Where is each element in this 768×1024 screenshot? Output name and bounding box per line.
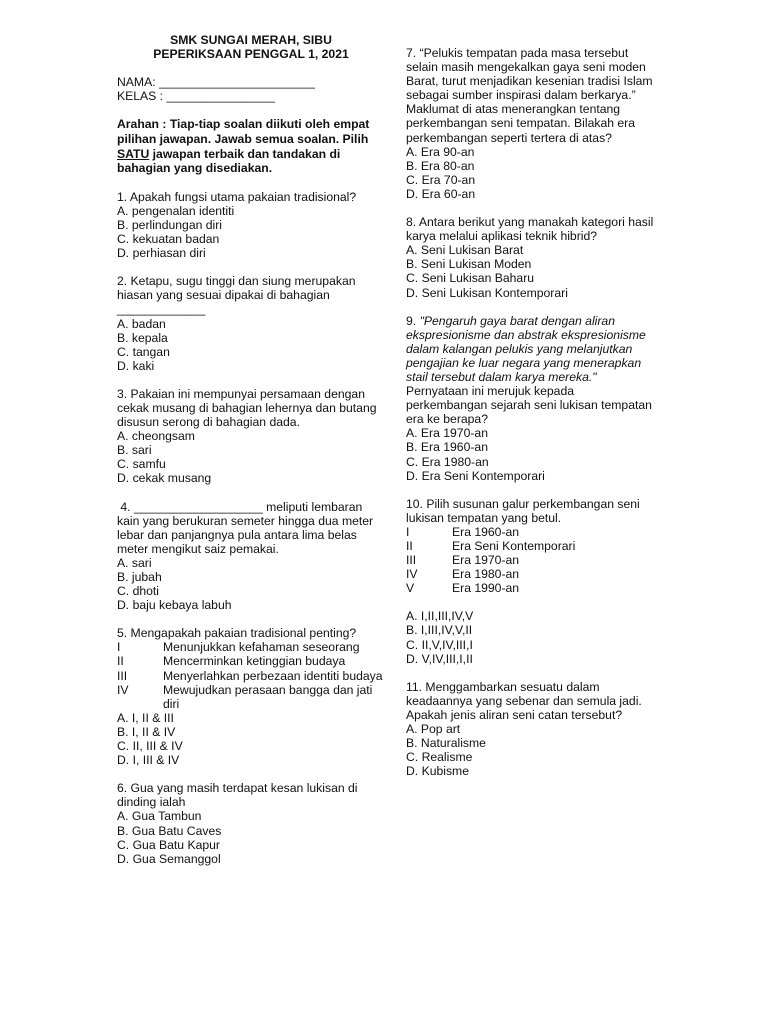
option-c: C. II,V,IV,III,I [406, 637, 473, 652]
option-b: B. Gua Batu Caves [117, 823, 222, 838]
option-a: A. I,II,III,IV,V [406, 609, 474, 624]
question-stem: 7. “Pelukis tempatan pada masa tersebut selain masih mengekalkan gaya seni moden Barat, turut menjadikan kesenian tradisi Islam sebagai sumber inspirasi dalam berkarya.” [406, 46, 653, 103]
statement-text: Era 1960-an [452, 524, 520, 539]
option-d: D. Era Seni Kontemporari [406, 468, 545, 483]
option-a: A. Gua Tambun [117, 809, 202, 824]
option-b: B. Seni Lukisan Moden [406, 257, 532, 272]
right-column [406, 0, 658, 778]
statement-number: III [406, 553, 417, 568]
statement-number: IV [406, 567, 418, 582]
question-8 [406, 215, 658, 300]
option-d: D. V,IV,III,I,II [406, 651, 473, 666]
statement-row [117, 669, 385, 683]
option-b: B. I, II & IV [117, 724, 176, 739]
school-name: SMK SUNGAI MERAH, SIBU [170, 33, 332, 47]
option-d: D. Era 60-an [406, 186, 476, 201]
question-stem: 2. Ketapu, sugu tinggi dan siung merupakan hiasan yang sesuai dipakai di bahagian _____________ [117, 274, 356, 317]
statement-row [117, 654, 385, 668]
question-stem: 6. Gua yang masih terdapat kesan lukisan di dinding ialah [117, 781, 358, 810]
option-b: B. perlindungan diri [117, 217, 223, 232]
instructions-part1: Arahan : Tiap-tiap soalan diikuti oleh empat pilihan jawapan. Jawab semua soalan. Pilih [117, 117, 370, 146]
statement-text: Era 1970-an [452, 553, 520, 568]
option-a: A. Pop art [406, 722, 461, 737]
quote-text: "Pengaruh gaya barat dengan aliran ekspresionisme dan abstrak ekspresionisme dalam kalangan pelukis yang melanjutkan pengajian ke luar negara yang menerapkan stail tersebut dalam karya mereka." [406, 313, 646, 384]
question-stem: 3. Pakaian ini mempunyai persamaan dengan cekak musang di bahagian lehernya dan butang disusun serong di bahagian dada. [117, 386, 377, 430]
question-1 [117, 190, 385, 260]
option-d: D. perhiasan diri [117, 246, 206, 261]
option-c: C. samfu [117, 457, 166, 472]
statement-text: Era Seni Kontemporari [452, 539, 576, 553]
option-d: D. baju kebaya labuh [117, 598, 232, 613]
question-stem: 10. Pilih susunan galur perkembangan seni lukisan tempatan yang betul. [406, 496, 640, 525]
statement-row [406, 525, 658, 539]
option-a: A. badan [117, 316, 166, 331]
statement-number: V [406, 581, 415, 596]
statement-text: Menunjukkan kefahaman seseorang [163, 640, 360, 655]
option-a: A. cheongsam [117, 429, 195, 444]
statement-number: I [117, 640, 121, 655]
question-6 [117, 781, 385, 866]
option-d: D. Seni Lukisan Kontemporari [406, 285, 568, 300]
option-d: D. Kubisme [406, 764, 469, 779]
option-b: B. jubah [117, 570, 162, 584]
option-d: D. Gua Semanggol [117, 851, 221, 866]
option-b: B. Era 80-an [406, 158, 475, 173]
option-b: B. Naturalisme [406, 736, 486, 751]
option-c: C. kekuatan badan [117, 232, 220, 247]
option-b: B. kepala [117, 330, 168, 345]
statement-number: I [406, 524, 410, 539]
option-a: A. I, II & III [117, 710, 174, 725]
statement-number: II [117, 654, 124, 669]
question-number: 9. [406, 313, 420, 328]
option-a: A. sari [117, 555, 152, 570]
student-fields [117, 75, 385, 103]
instructions-part2: jawapan terbaik dan tandakan di bahagian yang disediakan. [117, 146, 341, 176]
class-field[interactable]: KELAS : ________________ [117, 89, 275, 104]
option-c: C. Era 70-an [406, 172, 476, 187]
question-3 [117, 387, 385, 486]
question-10 [406, 497, 658, 666]
question-stem: 1. Apakah fungsi utama pakaian tradisional? [117, 189, 357, 204]
statement-text: Mewujudkan perasaan bangga dan jati diri [163, 682, 373, 711]
question-stem: 4. ___________________ meliputi lembaran kain yang berukuran semeter hingga dua meter lebar dan panjangnya pula antara lima belas meter mengikut saiz pemakai. [117, 499, 377, 556]
option-d: D. I, III & IV [117, 753, 180, 768]
statement-row [406, 567, 658, 581]
option-a: A. pengenalan identiti [117, 203, 235, 218]
question-stem: 5. Mengapakah pakaian tradisional penting? [117, 626, 357, 641]
statement-text: Menyerlahkan perbezaan identiti budaya [163, 668, 383, 683]
option-c: C. tangan [117, 344, 170, 359]
statement-text: Era 1990-an [452, 581, 520, 596]
option-c: C. Seni Lukisan Baharu [406, 271, 535, 286]
statement-row [406, 553, 658, 567]
instructions [117, 117, 385, 175]
question-11 [406, 680, 658, 779]
statement-row [406, 581, 658, 595]
option-d: D. kaki [117, 358, 155, 373]
question-9 [406, 314, 658, 483]
statement-number: IV [117, 682, 129, 697]
statement-number: III [117, 668, 128, 683]
statement-row [406, 539, 658, 553]
question-5 [117, 626, 385, 767]
name-field[interactable]: NAMA: _______________________ [117, 75, 315, 90]
option-c: C. II, III & IV [117, 739, 183, 754]
statement-row [117, 683, 385, 711]
question-4 [117, 500, 385, 613]
spacer [406, 595, 658, 609]
option-b: B. sari [117, 443, 152, 458]
option-d: D. cekak musang [117, 471, 212, 486]
question-stem [406, 314, 658, 384]
instructions-satu: SATU [117, 146, 150, 161]
question-stem: 11. Menggambarkan sesuatu dalam keadaannya yang sebenar dan semula jadi. Apakah jenis aliran seni catan tersebut? [406, 679, 642, 722]
option-b: B. I,III,IV,V,II [406, 623, 473, 638]
option-c: C. dhoti [117, 584, 160, 599]
option-c: C. Realisme [406, 750, 473, 765]
question-stem-2: Pernyataan ini merujuk kepada perkembangan sejarah seni lukisan tempatan era ke berapa? [406, 384, 652, 427]
option-c: C. Era 1980-an [406, 454, 489, 469]
question-stem: 8. Antara berikut yang manakah kategori hasil karya melalui aplikasi teknik hibrid? [406, 215, 654, 244]
question-2 [117, 274, 385, 373]
question-stem-2: Maklumat di atas menerangkan tentang perkembangan seni tempatan. Bilakah era perkembangan seperti tertera di atas? [406, 102, 635, 145]
statement-text: Mencerminkan ketinggian budaya [163, 654, 346, 669]
option-b: B. Era 1960-an [406, 440, 488, 455]
exam-title: PEPERIKSAAN PENGGAL 1, 2021 [153, 47, 349, 62]
statement-text: Era 1980-an [452, 567, 520, 582]
option-a: A. Era 1970-an [406, 426, 488, 441]
option-c: C. Gua Batu Kapur [117, 837, 220, 852]
option-a: A. Era 90-an [406, 144, 475, 159]
statement-row [117, 640, 385, 654]
question-7 [406, 46, 658, 201]
statement-number: II [406, 539, 413, 553]
left-column [117, 0, 385, 866]
option-a: A. Seni Lukisan Barat [406, 243, 524, 258]
